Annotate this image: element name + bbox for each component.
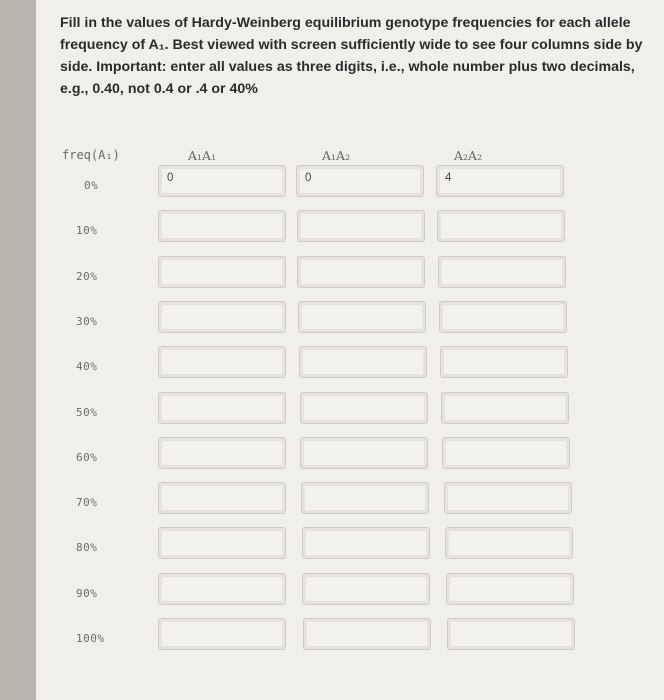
- a1a2-input[interactable]: [297, 256, 425, 288]
- a1a2-input[interactable]: [299, 346, 427, 378]
- a1a1-input[interactable]: [158, 210, 286, 242]
- header-a2a2: A₂A₂: [454, 148, 483, 163]
- a2a2-input[interactable]: [444, 482, 572, 514]
- a1a2-input[interactable]: [302, 573, 430, 605]
- a1a1-input[interactable]: [158, 301, 286, 333]
- a2a2-input[interactable]: [447, 618, 575, 650]
- a1a1-input[interactable]: [158, 437, 286, 469]
- a1a2-input[interactable]: [302, 527, 430, 559]
- a1a1-input[interactable]: [158, 346, 286, 378]
- a1a2-input[interactable]: [298, 301, 426, 333]
- freq-label: 50%: [76, 405, 98, 419]
- a2a2-input[interactable]: [441, 392, 569, 424]
- a1a1-input[interactable]: [158, 256, 286, 288]
- a2a2-input[interactable]: [440, 346, 568, 378]
- header-a1a2: A₁A₂: [322, 148, 351, 163]
- header-a1a1: A₁A₁: [188, 148, 217, 163]
- a1a1-input[interactable]: [158, 392, 286, 424]
- a2a2-input[interactable]: [446, 573, 574, 605]
- a1a1-input[interactable]: [158, 482, 286, 514]
- a2a2-input[interactable]: [442, 437, 570, 469]
- a1a1-input[interactable]: 0: [158, 165, 286, 197]
- a1a2-input[interactable]: [300, 392, 428, 424]
- freq-label: 40%: [76, 360, 98, 374]
- header-freq-a1: freq(A₁): [62, 148, 120, 162]
- freq-label: 30%: [76, 314, 98, 328]
- a2a2-input[interactable]: 4: [436, 165, 564, 197]
- a2a2-input[interactable]: [439, 301, 567, 333]
- a2a2-input[interactable]: [438, 256, 566, 288]
- a1a1-input[interactable]: [158, 618, 286, 650]
- a1a2-input[interactable]: [297, 210, 425, 242]
- freq-label: 70%: [76, 496, 98, 510]
- a1a1-input[interactable]: [158, 573, 286, 605]
- freq-label: 0%: [84, 179, 99, 192]
- freq-label: 60%: [76, 450, 98, 464]
- freq-label: 90%: [76, 586, 98, 600]
- a2a2-input[interactable]: [437, 210, 565, 242]
- a1a2-input[interactable]: [301, 482, 429, 514]
- a1a1-input[interactable]: [158, 527, 286, 559]
- freq-label: 80%: [76, 541, 98, 555]
- freq-label: 100%: [76, 632, 105, 645]
- a1a2-input[interactable]: [300, 437, 428, 469]
- a2a2-input[interactable]: [445, 527, 573, 559]
- a1a2-input[interactable]: [303, 618, 431, 650]
- freq-label: 20%: [76, 269, 98, 283]
- instructions-text: Fill in the values of Hardy-Weinberg equilibrium genotype frequencies for each allele frequency of A₁. Best viewed with screen sufficiently wide to see four columns side by side. Important: enter all values as three digits, i.e., whole number plus two decimals, e.g., 0.40, not 0.4 or .4 or 40%: [60, 15, 643, 97]
- a1a2-input[interactable]: 0: [296, 165, 424, 197]
- freq-label: 10%: [76, 224, 98, 238]
